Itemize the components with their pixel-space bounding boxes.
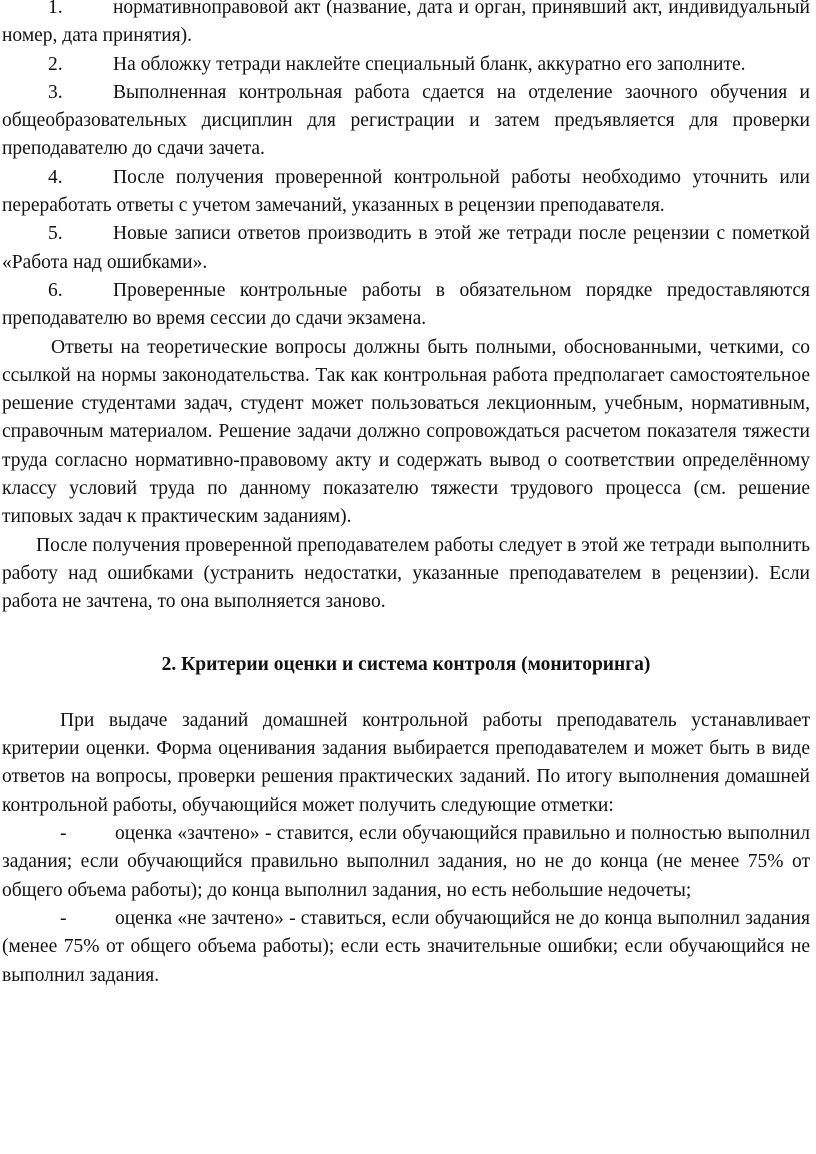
item-text: На обложку тетради наклейте специальный бланк, аккуратно его заполните. [113,53,746,75]
dash-marker: - [60,907,67,929]
item-number: 2. [48,53,63,75]
numbered-item-3 [2,79,810,164]
numbered-item-6 [2,277,810,334]
item-text: нормативноправовой акт (название, дата и орган, принявший акт, индивидуальный номер, дата принятия). [2,0,810,47]
dash-item-text: оценка «зачтено» - ставится, если обучающийся правильно и полностью выполнил задания; если обучающийся правильно выполнил задания, но не до конца (не менее 75% от общего объема работы); до конца выполнил задания, но есть небольшие недочеты; [2,823,810,901]
dash-list [2,820,810,990]
item-text: Новые записи ответов производить в этой же тетради после рецензии с пометкой «Работа над ошибками». [2,223,810,273]
item-number: 3. [48,81,63,103]
item-number: 5. [48,223,63,245]
numbered-item-1 [2,0,810,51]
section-heading: 2. Критерии оценки и система контроля (мониторинга) [161,653,651,675]
item-number: 6. [48,279,63,301]
dash-item-1 [2,820,810,905]
paragraph-answers: Ответы на теоретические вопросы должны быть полными, обоснованными, четкими, со ссылкой на нормы законодательства. Так как контрольная работа предполагает самостоятельное решение студентами задач, студент может пользоваться лекционным, учебным, нормативным, справочным материалом. Решение задачи должно сопровождаться расчетом показателя тяжести труда согласно нормативно-правовому акту и содержать вывод о соответствии определённому классу условий труда по данному показателю тяжести трудового процесса (см. решение типовых задач к практическим заданиям). [2,336,810,528]
dash-marker: - [60,823,67,845]
item-text: Проверенные контрольные работы в обязательном порядке предоставляются преподавателю во время сессии до сдачи экзамена. [2,279,810,330]
numbered-item-2 [2,51,810,79]
numbered-list [2,0,810,334]
item-number: 1. [48,0,63,18]
paragraph-after-check: После получения проверенной преподавателем работы следует в этой же тетради выполнить работу над ошибками (устранить недостатки, указанные преподавателем в рецензии). Если работа не зачтена, то она выполняется заново. [2,534,810,613]
numbered-item-4 [2,164,810,221]
dash-item-text: оценка «не зачтено» - ставиться, если обучающийся не до конца выполнил задания (менее 75% от общего объема работы); если есть значительные ошибки; если обучающийся не выполнил задания. [2,907,810,986]
numbered-item-5 [2,220,810,277]
item-number: 4. [48,166,63,188]
item-text: После получения проверенной контрольной работы необходимо уточнить или переработать ответы с учетом замечаний, указанных в рецензии преподавателя. [2,166,810,217]
dash-item-2 [2,905,810,990]
item-text: Выполненная контрольная работа сдается на отделение заочного обучения и общеобразовательных дисциплин для регистрации и затем предъявляется для проверки преподавателю до сдачи зачета. [2,81,810,160]
paragraph-criteria: При выдаче заданий домашней контрольной работы преподаватель устанавливает критерии оценки. Форма оценивания задания выбирается преподавателем и может быть в виде ответов на вопросы, проверки решения практических заданий. По итогу выполнения домашней контрольной работы, обучающийся может получить следующие отметки: [2,709,810,816]
